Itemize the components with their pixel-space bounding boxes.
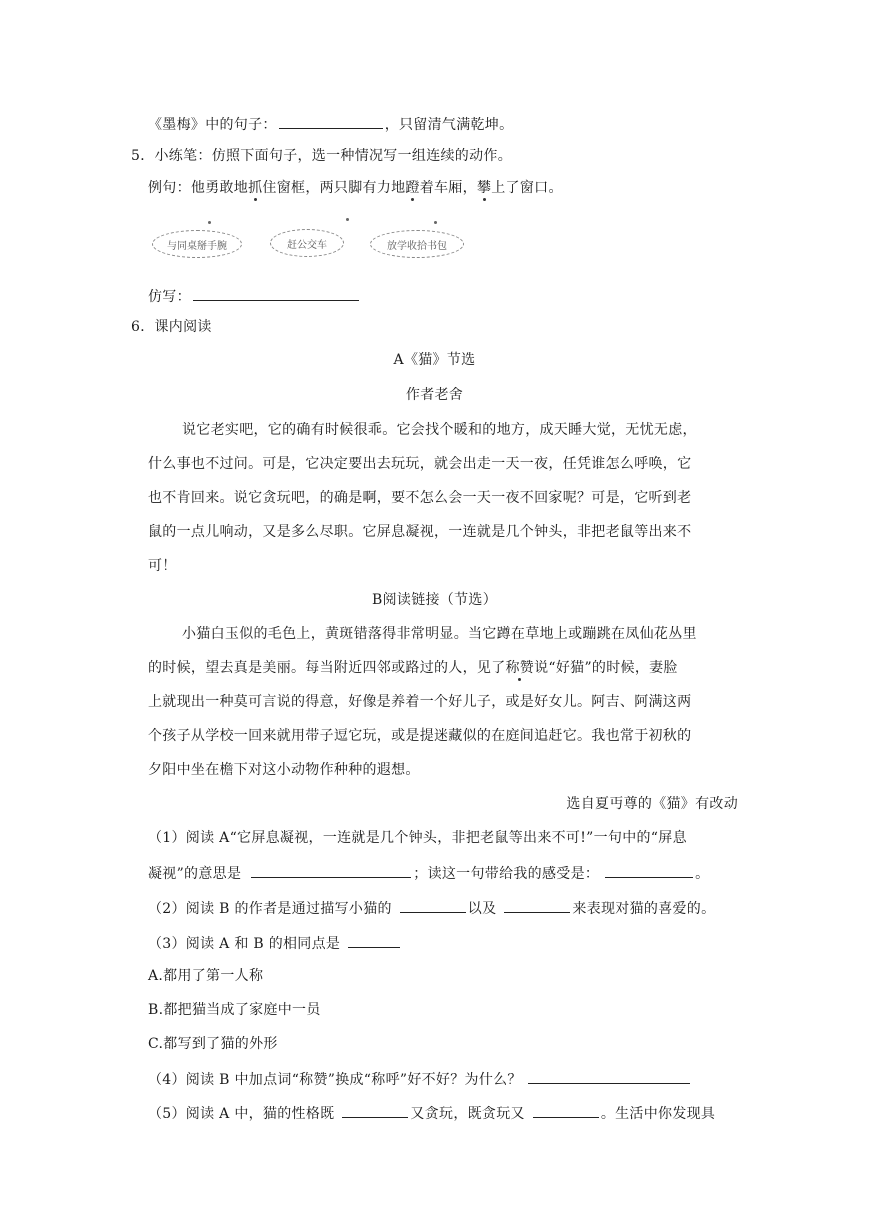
question-text: 。生活中你发现具 <box>600 1106 716 1122</box>
option-dot <box>346 218 349 221</box>
option-oval <box>370 230 464 258</box>
passage-b-line: 个孩子从学校一回来就用带子逗它玩，或是提迷藏似的在庭间追赶它。我也常于初秋的 <box>148 728 692 744</box>
q4-suffix: ，只留清气满乾坤。 <box>384 117 514 133</box>
option-dot <box>434 221 437 224</box>
choice-a[interactable]: A.都用了第一人称 <box>148 968 264 984</box>
sub4-blank[interactable] <box>528 1068 690 1084</box>
feeling-blank[interactable] <box>605 862 693 878</box>
question-text: （4）阅读 B 中加点词“称赞”换成“称呼”好不好？为什么？ <box>148 1072 522 1088</box>
passage-a-line: 说它老实吧，它的确有时候很乖。它会找个暖和的地方，成天睡大觉，无忧无虑， <box>182 422 697 438</box>
question-text: 来表现对猫的喜爱的。 <box>572 901 716 917</box>
passage-a-line: 鼠的一点儿响动，又是多么尽职。它屏息凝视，一连就是几个钟头，非把老鼠等出来不 <box>148 524 692 540</box>
sub5-blank-2[interactable] <box>533 1102 599 1118</box>
passage-b-line: 上就现出一种莫可言说的得意，好像是养着一个好儿子，或是好女儿。阿吉、阿满这两 <box>148 694 692 710</box>
question-text: 又贪玩，既贪玩又 <box>410 1106 525 1122</box>
q4-prefix: 《墨梅》中的句子： <box>148 117 277 133</box>
dotted-word: 称赞 <box>505 660 535 676</box>
dotted-verb: 蹬 <box>405 180 420 196</box>
option-oval <box>152 230 242 258</box>
passage-a-line: 什么事也不过问。可是，它决定要出去玩玩，就会出走一天一夜，任凭谁怎么呼唤，它 <box>148 456 692 472</box>
q4-tail-line <box>148 113 513 135</box>
passage-b-heading: B阅读链接（节选） <box>372 592 497 608</box>
question-text: （5）阅读 A 中，猫的性格既 <box>148 1106 335 1122</box>
question-text: （2）阅读 B 的作者是通过描写小猫的 <box>148 901 392 917</box>
question-text: 凝视”的意思是 <box>148 866 242 882</box>
option-label: 放学收拾书包 <box>387 240 447 252</box>
sub3-blank[interactable] <box>348 932 400 948</box>
option-label: 赶公交车 <box>287 239 327 251</box>
sub5-blank-1[interactable] <box>342 1102 408 1118</box>
q6-title: 6．课内阅读 <box>131 319 212 335</box>
q5-title: 5．小练笔：仿照下面句子，选一种情况写一组连续的动作。 <box>131 148 513 164</box>
question-text: 。 <box>695 866 710 882</box>
sub2-blank-1[interactable] <box>400 897 466 913</box>
sub-question-1: （1）阅读 A“它屏息凝视，一连就是几个钟头，非把老鼠等出来不可!”一句中的“屏息 <box>148 830 687 846</box>
option-oval <box>270 229 344 257</box>
passage-b-line: 小猫白玉似的毛色上，黄斑错落得非常明显。当它蹲在草地上或蹦跳在凤仙花丛里 <box>182 626 697 642</box>
sub-question-3 <box>148 932 402 954</box>
sub-question-1-cont <box>148 862 709 884</box>
passage-b-line: 夕阳中坐在檐下对这小动物作种种的遐想。 <box>148 762 420 778</box>
q4-answer-blank[interactable] <box>279 113 383 129</box>
option-dot <box>208 221 211 224</box>
dotted-verb: 抓 <box>248 180 263 196</box>
example-text: 例句：他勇敢地 <box>148 180 249 196</box>
sub2-blank-2[interactable] <box>504 897 570 913</box>
passage-a-line: 可！ <box>148 558 177 574</box>
passage-a-author: 作者老舍 <box>405 387 464 403</box>
imitate-line <box>148 285 361 307</box>
sub-question-4 <box>148 1068 692 1090</box>
sub-question-5 <box>148 1102 715 1124</box>
passage-text: 的时候，望去真是美丽。每当附近四邻或路过的人，见了 <box>148 660 506 676</box>
example-text: 上了窗口。 <box>491 180 563 196</box>
passage-a-line: 也不肯回来。说它贪玩吧，的确是啊，要不怎么会一天一夜不回家呢？可是，它听到老 <box>148 490 692 506</box>
sub-question-2 <box>148 897 715 919</box>
question-text: 以及 <box>467 901 497 917</box>
imitate-label: 仿写： <box>148 289 191 305</box>
imitate-blank[interactable] <box>193 285 359 301</box>
passage-a-heading: A《猫》节选 <box>393 352 476 368</box>
passage-b-line <box>148 658 678 678</box>
meaning-blank[interactable] <box>251 862 411 878</box>
option-label: 与同桌掰手腕 <box>167 240 227 252</box>
choice-c[interactable]: C.都写到了猫的外形 <box>148 1036 278 1052</box>
example-text: 着车厢， <box>419 180 477 196</box>
question-text: （3）阅读 A 和 B 的相同点是 <box>148 936 341 952</box>
choice-b[interactable]: B.都把猫当成了家庭中一员 <box>148 1002 321 1018</box>
example-text: 住窗框，两只脚有力地 <box>262 180 406 196</box>
dotted-verb: 攀 <box>476 180 492 196</box>
passage-text: 说“好猫”的时候，妻脸 <box>534 660 678 676</box>
question-text: ；读这一句带给我的感受是： <box>413 866 600 882</box>
q5-example <box>148 178 563 198</box>
passage-b-source: 选自夏丏尊的《猫》有改动 <box>566 796 738 812</box>
